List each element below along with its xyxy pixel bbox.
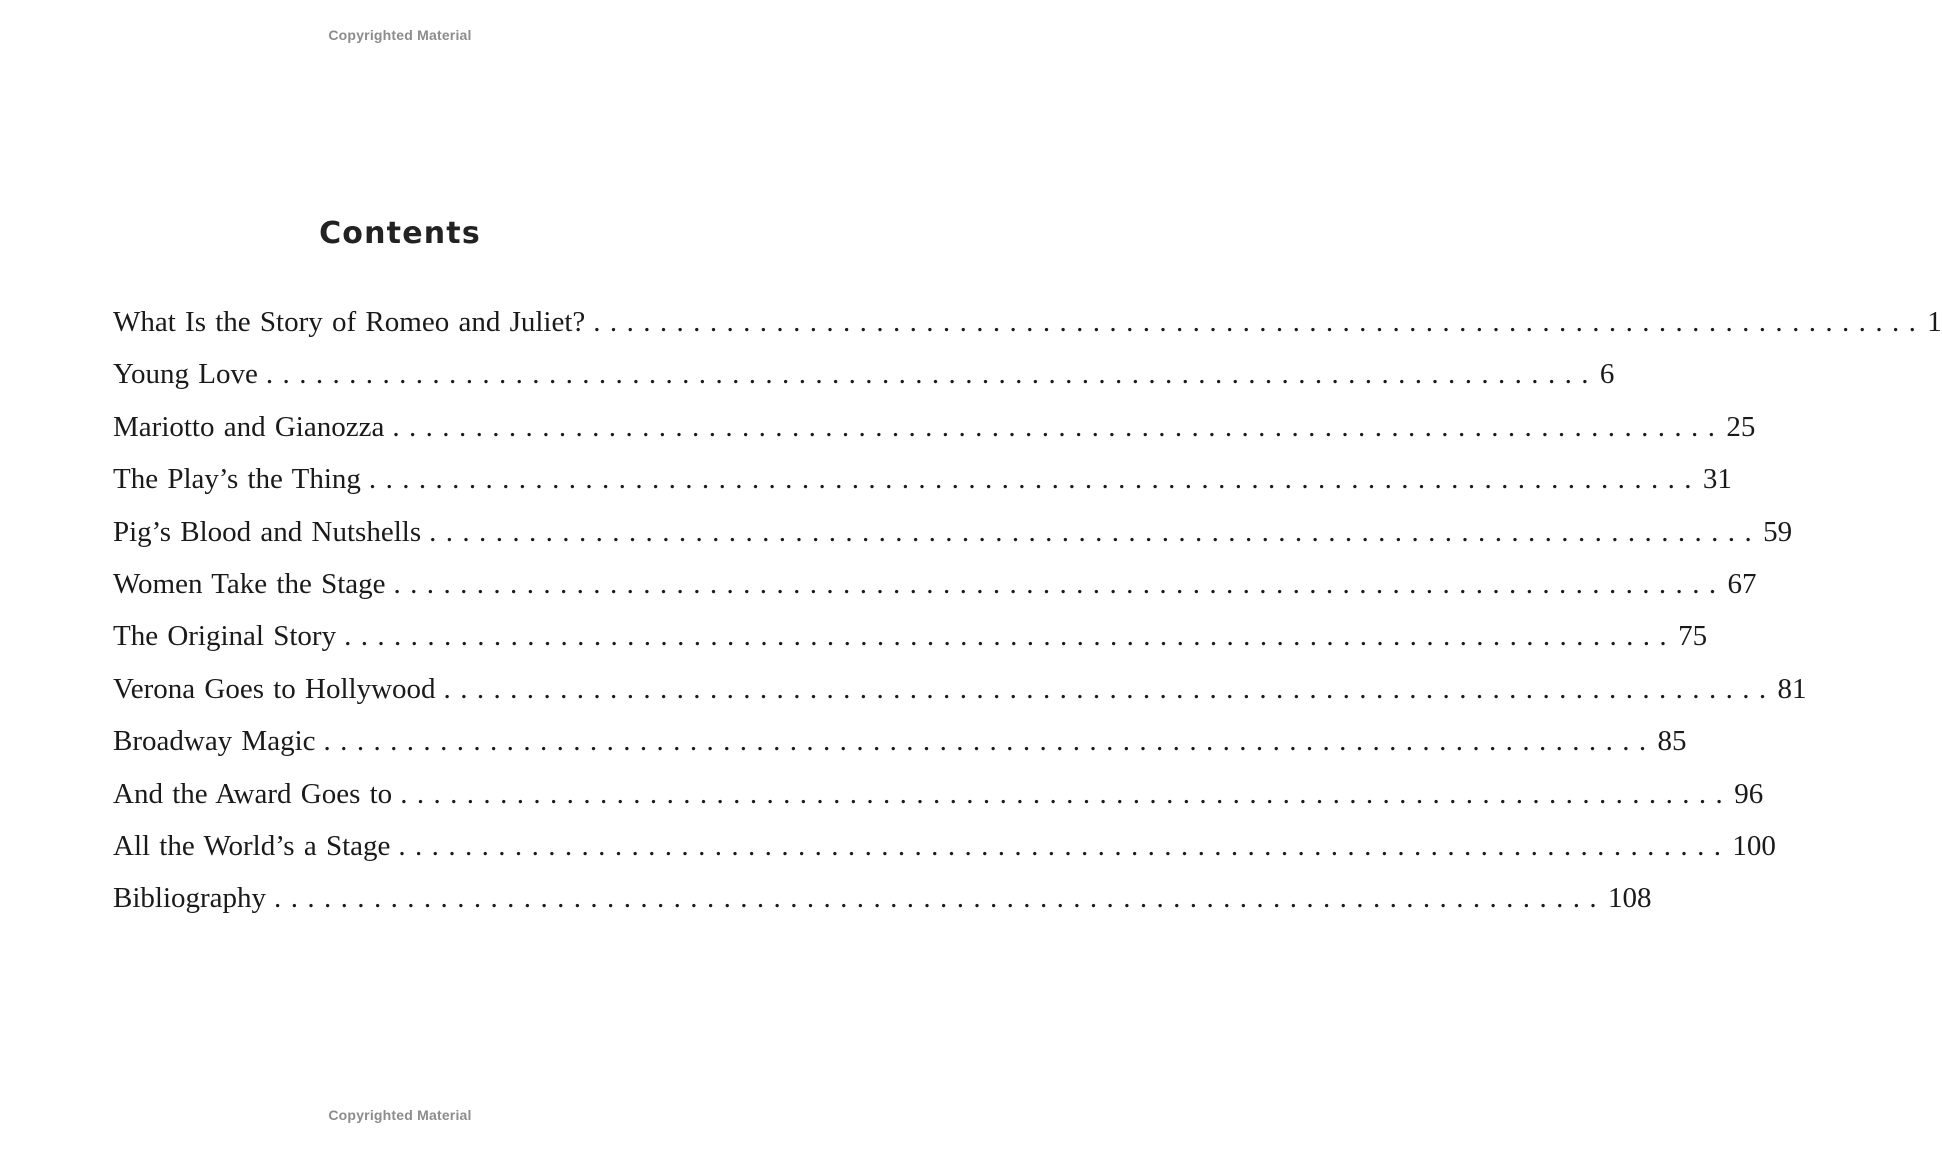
- toc-entry[interactable]: [113, 672, 1807, 725]
- toc-entry-title: All the World’s a Stage: [113, 829, 391, 862]
- toc-entry-title: And the Award Goes to: [113, 777, 393, 810]
- toc-entry[interactable]: [113, 410, 1756, 463]
- toc-entry-page: 6: [1599, 358, 1615, 391]
- toc-entry[interactable]: [113, 882, 1652, 934]
- toc-entry[interactable]: [113, 306, 1942, 358]
- toc-entry-page: 67: [1727, 567, 1757, 600]
- toc-entry-page: 96: [1734, 777, 1764, 810]
- toc-entry-page: 85: [1657, 725, 1687, 758]
- dot-leader: ................................................................................: [274, 882, 1607, 915]
- dot-leader: ................................................................................: [392, 410, 1725, 443]
- copyright-watermark-top: Copyrighted Material: [328, 27, 472, 43]
- toc-entry-title: Verona Goes to Hollywood: [113, 672, 436, 705]
- toc-entry-page: 108: [1608, 882, 1652, 915]
- toc-entry-title: Pig’s Blood and Nutshells: [113, 515, 422, 548]
- toc-entry-page: 25: [1726, 410, 1756, 443]
- toc-entry-title: Broadway Magic: [113, 725, 316, 758]
- toc-entry[interactable]: [113, 829, 1776, 882]
- toc-entry[interactable]: [113, 515, 1793, 568]
- toc-entry-page: 1: [1927, 306, 1942, 338]
- copyright-watermark-bottom: Copyrighted Material: [328, 1107, 472, 1123]
- toc-entry-page: 31: [1702, 463, 1732, 496]
- dot-leader: ................................................................................: [443, 672, 1776, 705]
- toc-entry-page: 81: [1777, 672, 1807, 705]
- toc-entry-title: Young Love: [113, 358, 258, 391]
- toc-entry-page: 100: [1732, 829, 1776, 862]
- dot-leader: ................................................................................: [429, 515, 1762, 548]
- toc-entry[interactable]: [113, 358, 1615, 410]
- toc-entry-title: The Play’s the Thing: [113, 463, 361, 496]
- dot-leader: ................................................................................: [400, 777, 1733, 810]
- toc-entry[interactable]: [113, 777, 1764, 830]
- toc-entry-title: The Original Story: [113, 620, 337, 653]
- dot-leader: ................................................................................: [368, 463, 1701, 496]
- toc-entry-title: Bibliography: [113, 882, 267, 915]
- toc-entry-title: Women Take the Stage: [113, 567, 386, 600]
- toc-entry[interactable]: [113, 567, 1757, 620]
- page-title: Contents: [319, 216, 481, 251]
- toc-entry-title: Mariotto and Gianozza: [113, 410, 385, 443]
- toc-entry[interactable]: [113, 725, 1687, 777]
- dot-leader: ................................................................................: [393, 567, 1726, 600]
- toc-entry-title: What Is the Story of Romeo and Juliet?: [113, 306, 586, 338]
- dot-leader: ................................................................................: [323, 725, 1656, 758]
- table-of-contents: [113, 306, 1942, 935]
- dot-leader: ................................................................................: [344, 620, 1677, 653]
- toc-entry-page: 75: [1678, 620, 1708, 653]
- dot-leader: ................................................................................: [593, 306, 1926, 338]
- toc-entry[interactable]: [113, 620, 1708, 672]
- toc-entry[interactable]: [113, 463, 1732, 515]
- dot-leader: ................................................................................: [265, 358, 1598, 391]
- dot-leader: ................................................................................: [398, 829, 1731, 862]
- toc-entry-page: 59: [1763, 515, 1793, 548]
